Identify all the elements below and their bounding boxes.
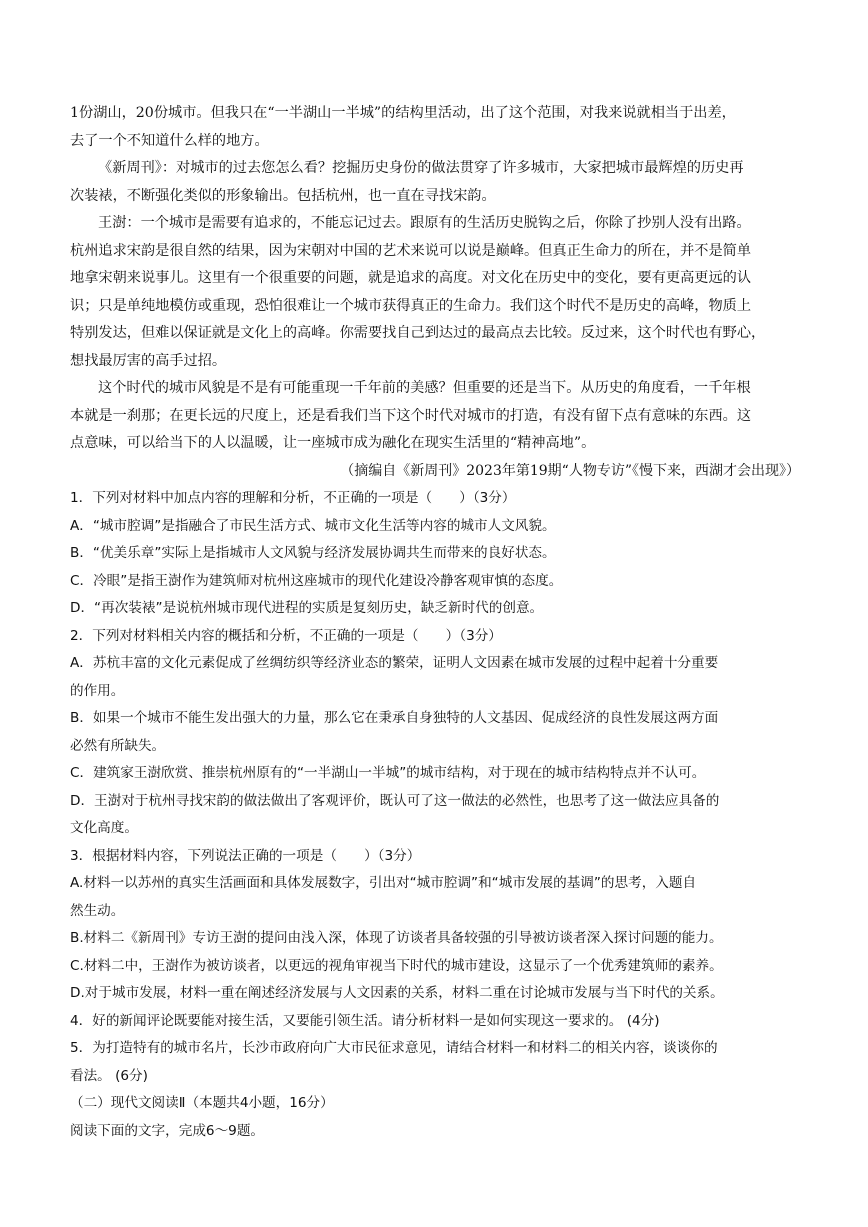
question-stem-continued: 看法。 (6分) xyxy=(70,1067,148,1084)
question-5 xyxy=(70,1035,800,1090)
passage-line: 地拿宋朝来说事儿。这里有一个很重要的问题，就是追求的高度。对文化在历史中的变化，要有更高更远的认 xyxy=(70,270,752,286)
question-stem: 1．下列对材料中加点内容的理解和分析，不正确的一项是（ ）（3分） xyxy=(70,490,516,506)
section-heading: （二）现代文阅读Ⅱ（本题共4小题，16分） xyxy=(70,1095,334,1111)
option-a-continued: 的作用。 xyxy=(70,682,125,699)
passage-line: 《新周刊》：对城市的过去您怎么看？挖掘历史身份的做法贯穿了许多城市，大家把城市最辉煌的历史再 xyxy=(98,160,744,176)
question-2 xyxy=(70,623,800,843)
option-a: A．苏杭丰富的文化元素促成了丝绸纺织等经济业态的繁荣，证明人文因素在城市发展的过程中起着十分重要 xyxy=(70,655,719,671)
option-d: D.对于城市发展，材料一重在阐述经济发展与人文因素的关系，材料二重在讨论城市发展与当下时代的关系。 xyxy=(70,985,724,1001)
passage-line: 本就是一刹那；在更长远的尺度上，还是看我们当下这个时代对城市的打造，有没有留下点有意味的东西。这 xyxy=(70,407,752,424)
passage-line: 去了一个不知道什么样的地方。 xyxy=(70,132,269,149)
passage-paragraph-1 xyxy=(70,100,800,155)
option-d: D．“再次装裱”是说杭州城市现代进程的实质是复刻历史，缺乏新时代的创意。 xyxy=(70,600,544,616)
passage-paragraph-2 xyxy=(70,155,800,210)
option-d: D．王澍对于杭州寻找宋韵的做法做出了客观评价，既认可了这一做法的必然性，也思考了这一做法应具备的 xyxy=(70,792,720,809)
option-a: A．“城市腔调”是指融合了市民生活方式、城市文化生活等内容的城市人文风貌。 xyxy=(70,517,556,534)
option-b: B.材料二《新周刊》专访王澍的提问由浅入深，体现了访谈者具备较强的引导被访谈者深入探讨问题的能力。 xyxy=(70,930,723,946)
option-d-continued: 文化高度。 xyxy=(70,820,138,836)
passage-source: （摘编自《新周刊》2023年第19期“人物专访”《慢下来，西湖才会出现》） xyxy=(340,462,800,479)
passage-line: 这个时代的城市风貌是不是有可能重现一千年前的美感？但重要的还是当下。从历史的角度看，一千年根 xyxy=(98,380,751,396)
exam-page xyxy=(70,100,800,1145)
option-b-continued: 必然有所缺失。 xyxy=(70,737,166,754)
passage-line: 识；只是单纯地模仿或重现，恐怕很难让一个城市获得真正的生命力。我们这个时代不是历史的高峰，物质上 xyxy=(70,297,752,314)
passage-line: 次装裱，不断强化类似的形象输出。包括杭州，也一直在寻找宋韵。 xyxy=(70,187,496,204)
question-4: 4．好的新闻评论既要能对接生活，又要能引领生活。请分析材料一是如何实现这一要求的。 (4分) xyxy=(70,1012,660,1029)
question-3 xyxy=(70,843,800,1008)
passage-line: 王澍：一个城市是需要有追求的，不能忘记过去。跟原有的生活历史脱钩之后，你除了抄别人没有出路。 xyxy=(98,215,751,231)
question-stem: 2．下列对材料相关内容的概括和分析，不正确的一项是（ ）（3分） xyxy=(70,627,502,644)
passage-line: 1份湖山，20份城市。但我只在“一半湖山一半城”的结构里活动，出了这个范围，对我来说就相当于出差， xyxy=(70,105,736,121)
section-instruction: 阅读下面的文字，完成6～9题。 xyxy=(70,1122,265,1139)
option-c: C．建筑家王澍欣赏、推崇杭州原有的“一半湖山一半城”的城市结构，对于现在的城市结构特点并不认可。 xyxy=(70,765,706,781)
passage-line: 杭州追求宋韵是很自然的结果，因为宋朝对中国的艺术来说可以说是巅峰。但真正生命力的所在，并不是简单 xyxy=(70,242,752,259)
passage-line: 特别发达，但难以保证就是文化上的高峰。你需要找自己到达过的最高点去比较。反过来，这个时代也有野心， xyxy=(70,325,766,341)
passage-line: 点意味，可以给当下的人以温暖，让一座城市成为融化在现实生活里的“精神高地”。 xyxy=(70,435,596,451)
option-a: A.材料一以苏州的真实生活画面和具体发展数字，引出对“城市腔调”和“城市发展的基调”的思考，入题自 xyxy=(70,875,697,891)
passage-paragraph-3 xyxy=(70,210,800,375)
passage-line: 想找最厉害的高手过招。 xyxy=(70,352,227,369)
question-stem: 3．根据材料内容，下列说法正确的一项是（ ）（3分） xyxy=(70,847,421,864)
option-c: C.材料二中，王澍作为被访谈者，以更远的视角审视当下时代的城市建设，这显示了一个优秀建筑师的素养。 xyxy=(70,957,723,974)
option-b: B．如果一个城市不能生发出强大的力量，那么它在秉承自身独特的人文基因、促成经济的良性发展这两方面 xyxy=(70,710,719,726)
question-1 xyxy=(70,485,800,623)
question-stem: 5．为打造特有的城市名片，长沙市政府向广大市民征求意见，请结合材料一和材料二的相关内容，谈谈你的 xyxy=(70,1040,718,1056)
passage-paragraph-4 xyxy=(70,375,800,458)
option-a-continued: 然生动。 xyxy=(70,902,125,919)
option-c: C．冷眼”是指王澍作为建筑师对杭州这座城市的现代化建设冷静客观审慎的态度。 xyxy=(70,572,563,589)
option-b: B．“优美乐章”实际上是指城市人文风貌与经济发展协调共生而带来的良好状态。 xyxy=(70,545,556,561)
